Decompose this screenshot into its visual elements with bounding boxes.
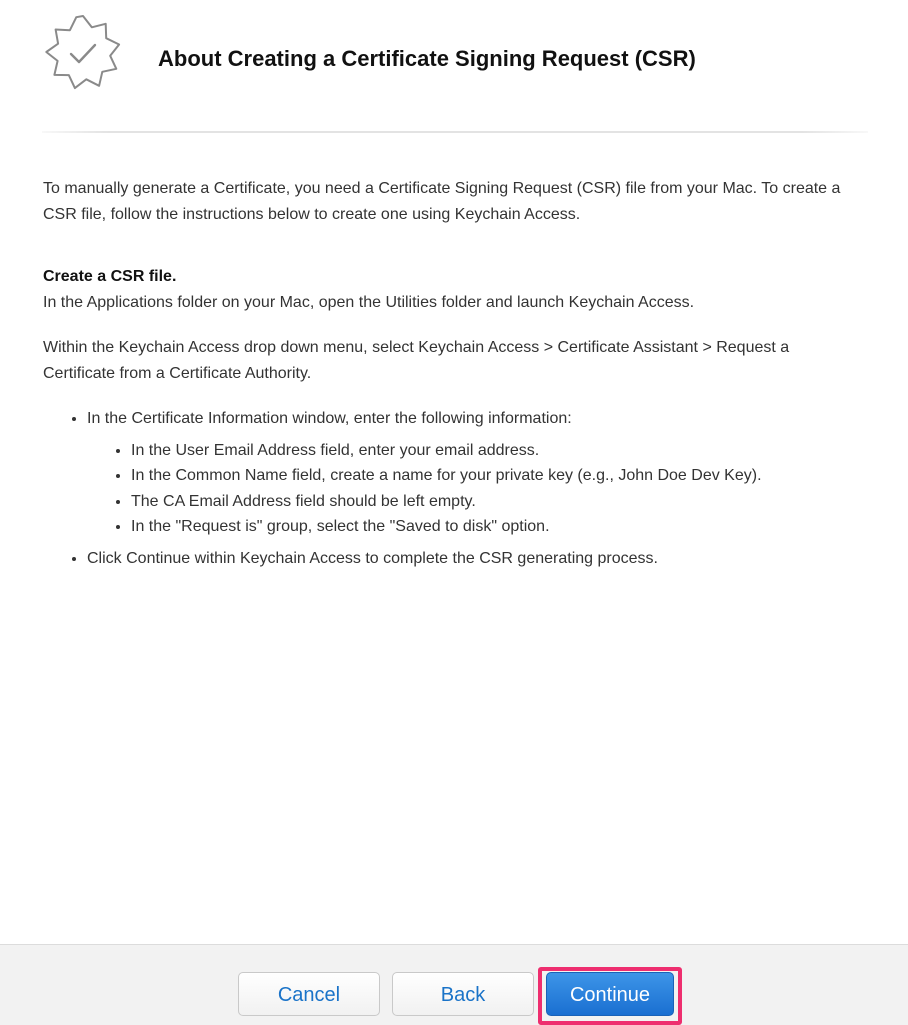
cancel-button[interactable]: Cancel [238,972,380,1016]
sub-bullet-list [87,438,863,540]
instructions-content [43,176,863,577]
list-item: • Click Continue within Keychain Access to complete the CSR generating process. [87,546,863,572]
list-item: • The CA Email Address field should be left empty. [131,489,863,515]
intro-paragraph: To manually generate a Certificate, you need a Certificate Signing Request (CSR) file from your Mac. To create a CSR file, follow the instructions below to create one using Keychain Access. [43,180,841,223]
badge-check-icon [42,14,124,92]
header [0,0,908,132]
list-item: • In the "Request is" group, select the "Saved to disk" option. [131,514,863,540]
list-item [87,406,863,540]
list-item: • In the Common Name field, create a name for your private key (e.g., John Doe Dev Key). [131,463,863,489]
step-2-paragraph: Within the Keychain Access drop down menu, select Keychain Access > Certificate Assistant > Request a Certificate from a Certificate Authority. [43,339,790,382]
page-title: About Creating a Certificate Signing Request (CSR) [158,46,696,71]
list-item-text: In the Certificate Information window, enter the following information: [87,410,572,427]
back-button[interactable]: Back [392,972,534,1016]
bullet-list [43,406,863,571]
list-item: • In the User Email Address field, enter your email address. [131,438,863,464]
continue-button[interactable]: Continue [546,972,674,1016]
section-heading: Create a CSR file. [43,268,177,285]
footer-bar [0,944,908,1025]
header-divider [42,131,868,133]
step-1-paragraph: In the Applications folder on your Mac, open the Utilities folder and launch Keychain Access. [43,293,695,311]
